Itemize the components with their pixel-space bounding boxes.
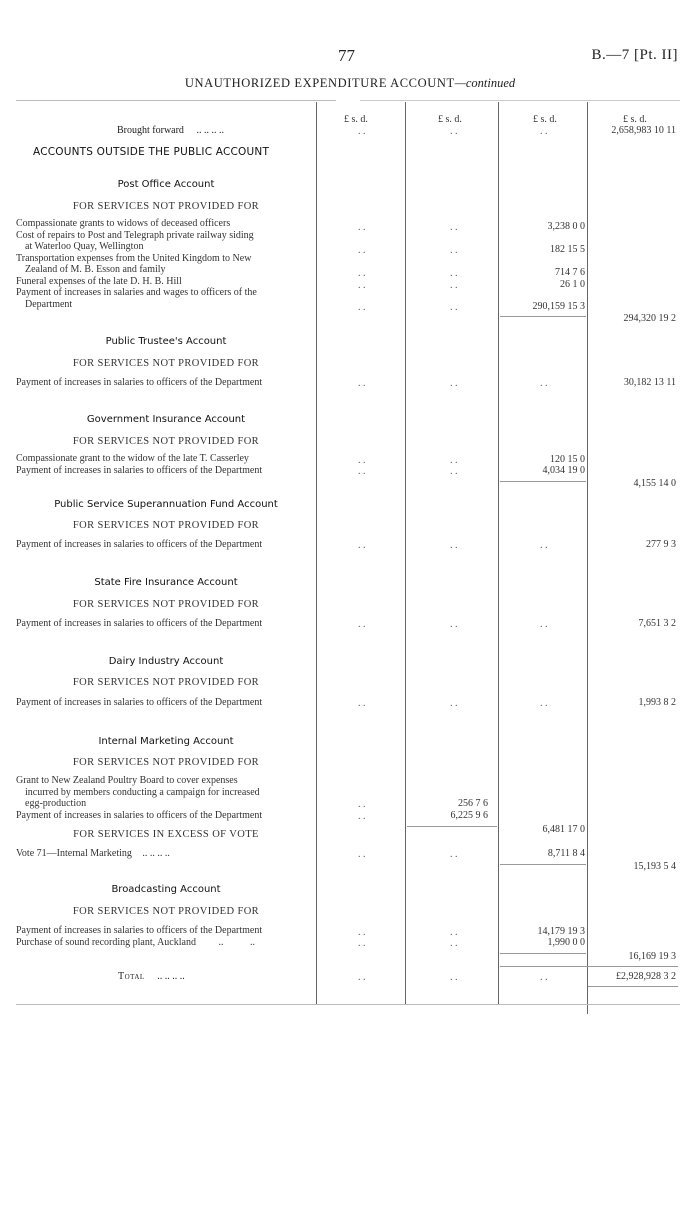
gi-subtotal-rule (500, 481, 586, 482)
bc-dots-c2-1: . . (450, 938, 458, 949)
superannuation-subhead: FOR SERVICES NOT PROVIDED FOR (72, 520, 260, 531)
post-office-subhead: FOR SERVICES NOT PROVIDED FOR (72, 201, 260, 212)
internal-marketing-subhead: FOR SERVICES NOT PROVIDED FOR (72, 757, 260, 768)
im-dots-c1-1: . . (358, 811, 366, 822)
list-item: incurred by members conducting a campaign for increased (25, 786, 260, 798)
government-insurance-items (16, 453, 316, 476)
table-bottom-rule (16, 1004, 680, 1005)
po-dots-c2-0: . . (450, 222, 458, 233)
gi-dots-c2-1: . . (450, 466, 458, 477)
total-dots-c1: . . (358, 972, 366, 983)
list-item-dots: .. (218, 936, 224, 948)
list-item: Compassionate grant to the widow of the late T. Casserley (16, 453, 249, 464)
list-item (16, 937, 316, 949)
dairy-title: Dairy Industry Account (108, 656, 224, 667)
list-item: Grant to New Zealand Poultry Board to cover expenses (16, 775, 238, 786)
dairy-subhead: FOR SERVICES NOT PROVIDED FOR (72, 677, 260, 688)
brought-forward-c2: . . (450, 126, 458, 137)
po-subtotal-rule (500, 316, 586, 317)
po-dots-c2-1: . . (450, 245, 458, 256)
internal-marketing-excess-subhead: FOR SERVICES IN EXCESS OF VOTE (73, 829, 259, 840)
gi-dots-c1-0: . . (358, 455, 366, 466)
grand-total-rule (500, 966, 678, 967)
public-trustee-item: Payment of increases in salaries to officers of the Department (16, 377, 263, 388)
grand-total-bottom-rule (588, 986, 678, 987)
internal-marketing-total: 15,193 5 4 (633, 861, 676, 872)
list-item: egg-production (25, 798, 87, 809)
brought-forward-total: 2,658,983 10 11 (611, 125, 676, 136)
column-divider-3 (498, 102, 499, 1004)
outside-public-account-heading: ACCOUNTS OUTSIDE THE PUBLIC ACCOUNT (33, 146, 270, 158)
list-item: Payment of increases in salaries to officers of the Department (16, 925, 263, 936)
po-amount-3: 26 1 0 (560, 279, 585, 290)
column-unit-3: £ s. d. (533, 114, 557, 125)
dairy-total: 1,993 8 2 (638, 697, 676, 708)
post-office-total: 294,320 19 2 (623, 313, 676, 324)
gi-amount-1: 4,034 19 0 (542, 465, 585, 476)
list-item-dots: .. (249, 936, 255, 948)
sfi-dots-c3: . . (540, 619, 548, 630)
bc-subtotal-rule (500, 953, 586, 954)
brought-forward-c1: . . (358, 126, 366, 137)
government-insurance-total: 4,155 14 0 (633, 478, 676, 489)
po-dots-c1-3: . . (358, 280, 366, 291)
post-office-items (16, 218, 316, 310)
table-top-rule-right (360, 100, 680, 101)
state-fire-total: 7,651 3 2 (638, 618, 676, 629)
broadcasting-total: 16,169 19 3 (628, 951, 676, 962)
dairy-item: Payment of increases in salaries to officers of the Department (16, 697, 263, 708)
list-item: Payment of increases in salaries and wages to officers of the (16, 287, 257, 298)
im-grant-amount: 256 7 6 (458, 798, 488, 809)
superannuation-title: Public Service Superannuation Fund Account (54, 499, 278, 510)
government-insurance-subhead: FOR SERVICES NOT PROVIDED FOR (72, 436, 260, 447)
document-reference: B.—7 [Pt. II] (591, 47, 678, 63)
gi-amount-0: 120 15 0 (550, 454, 585, 465)
po-dots-c1-0: . . (358, 222, 366, 233)
im-vote-label: Vote 71—Internal Marketing (16, 848, 132, 859)
sf-dots-c1: . . (358, 540, 366, 551)
grand-total-amount: £2,928,928 3 2 (616, 971, 676, 982)
table-top-rule (16, 100, 336, 101)
grand-total-dots: .. .. .. .. (157, 971, 185, 982)
im-vote-dots-c1: . . (358, 849, 366, 860)
bc-amount-0: 14,179 19 3 (537, 926, 585, 937)
di-dots-c2: . . (450, 698, 458, 709)
list-item: Compassionate grants to widows of deceased officers (16, 218, 231, 229)
im-total-rule (500, 864, 586, 865)
po-amount-1: 182 15 5 (550, 244, 585, 255)
im-dots-c1-0: . . (358, 799, 366, 810)
po-dots-c2-4: . . (450, 302, 458, 313)
superannuation-item: Payment of increases in salaries to officers of the Department (16, 539, 263, 550)
brought-forward-dots: .. .. .. .. (196, 125, 224, 136)
brought-forward-row (117, 125, 224, 136)
sf-dots-c3: . . (540, 540, 548, 551)
po-dots-c2-3: . . (450, 280, 458, 291)
total-dots-c3: . . (540, 972, 548, 983)
internal-marketing-title: Internal Marketing Account (98, 736, 234, 747)
im-vote-dots: .. .. .. .. (142, 848, 170, 859)
grand-total-row (118, 971, 185, 982)
broadcasting-items (16, 925, 316, 948)
page-title-main: UNAUTHORIZED EXPENDITURE ACCOUNT (184, 76, 455, 90)
im-subtotal: 6,481 17 0 (542, 824, 585, 835)
gi-dots-c1-1: . . (358, 466, 366, 477)
total-dots-c2: . . (450, 972, 458, 983)
bc-dots-c1-1: . . (358, 938, 366, 949)
brought-forward-label: Brought forward (117, 125, 184, 136)
government-insurance-title: Government Insurance Account (86, 414, 246, 425)
list-item: Zealand of M. B. Esson and family (25, 264, 166, 275)
im-vote-dots-c2: . . (450, 849, 458, 860)
page-number: 77 (338, 46, 355, 65)
grand-total-label: Total (118, 971, 145, 982)
pt-dots-c2: . . (450, 378, 458, 389)
list-item: Cost of repairs to Post and Telegraph private railway siding (16, 229, 254, 241)
brought-forward-c3: . . (540, 126, 548, 137)
pt-dots-c1: . . (358, 378, 366, 389)
state-fire-item: Payment of increases in salaries to officers of the Department (16, 618, 263, 629)
column-divider-1 (316, 102, 317, 1004)
pt-dots-c3: . . (540, 378, 548, 389)
po-dots-c1-1: . . (358, 245, 366, 256)
im-vote-row (16, 848, 316, 860)
column-divider-4 (587, 102, 588, 1014)
broadcasting-subhead: FOR SERVICES NOT PROVIDED FOR (72, 906, 260, 917)
column-unit-4: £ s. d. (623, 114, 647, 125)
list-item: Payment of increases in salaries to officers of the Department (16, 809, 263, 821)
post-office-title: Post Office Account (117, 179, 215, 190)
column-divider-2 (405, 102, 406, 1004)
sfi-dots-c2: . . (450, 619, 458, 630)
bc-dots-c2-0: . . (450, 927, 458, 938)
column-unit-1: £ s. d. (344, 114, 368, 125)
im-subtotal-rule (407, 826, 497, 827)
list-item: Department (25, 298, 73, 310)
list-item-label: Purchase of sound recording plant, Auckland (16, 936, 196, 948)
list-item: Transportation expenses from the United Kingdom to New (16, 252, 252, 264)
im-salaries-amount: 6,225 9 6 (450, 810, 488, 821)
gi-dots-c2-0: . . (450, 455, 458, 466)
sf-dots-c2: . . (450, 540, 458, 551)
list-item: Funeral expenses of the late D. H. B. Hill (16, 275, 182, 287)
po-amount-4: 290,159 15 3 (532, 301, 585, 312)
page-title (0, 76, 700, 91)
state-fire-title: State Fire Insurance Account (94, 577, 238, 588)
public-trustee-subhead: FOR SERVICES NOT PROVIDED FOR (72, 358, 260, 369)
public-trustee-total: 30,182 13 11 (623, 377, 676, 388)
bc-dots-c1-0: . . (358, 927, 366, 938)
page-title-suffix: —continued (454, 76, 516, 90)
po-dots-c2-2: . . (450, 268, 458, 279)
superannuation-total: 277 9 3 (646, 539, 676, 550)
list-item: at Waterloo Quay, Wellington (25, 241, 144, 252)
im-vote-amount: 8,711 8 4 (547, 848, 585, 859)
internal-marketing-items (16, 775, 316, 821)
sfi-dots-c1: . . (358, 619, 366, 630)
bc-amount-1: 1,990 0 0 (547, 937, 585, 948)
state-fire-subhead: FOR SERVICES NOT PROVIDED FOR (72, 599, 260, 610)
di-dots-c3: . . (540, 698, 548, 709)
column-unit-2: £ s. d. (438, 114, 462, 125)
po-amount-2: 714 7 6 (555, 267, 585, 278)
di-dots-c1: . . (358, 698, 366, 709)
po-dots-c1-4: . . (358, 302, 366, 313)
po-amount-0: 3,238 0 0 (547, 221, 585, 232)
public-trustee-title: Public Trustee's Account (105, 336, 227, 347)
broadcasting-title: Broadcasting Account (111, 884, 221, 895)
po-dots-c1-2: . . (358, 268, 366, 279)
list-item: Payment of increases in salaries to officers of the Department (16, 464, 263, 476)
